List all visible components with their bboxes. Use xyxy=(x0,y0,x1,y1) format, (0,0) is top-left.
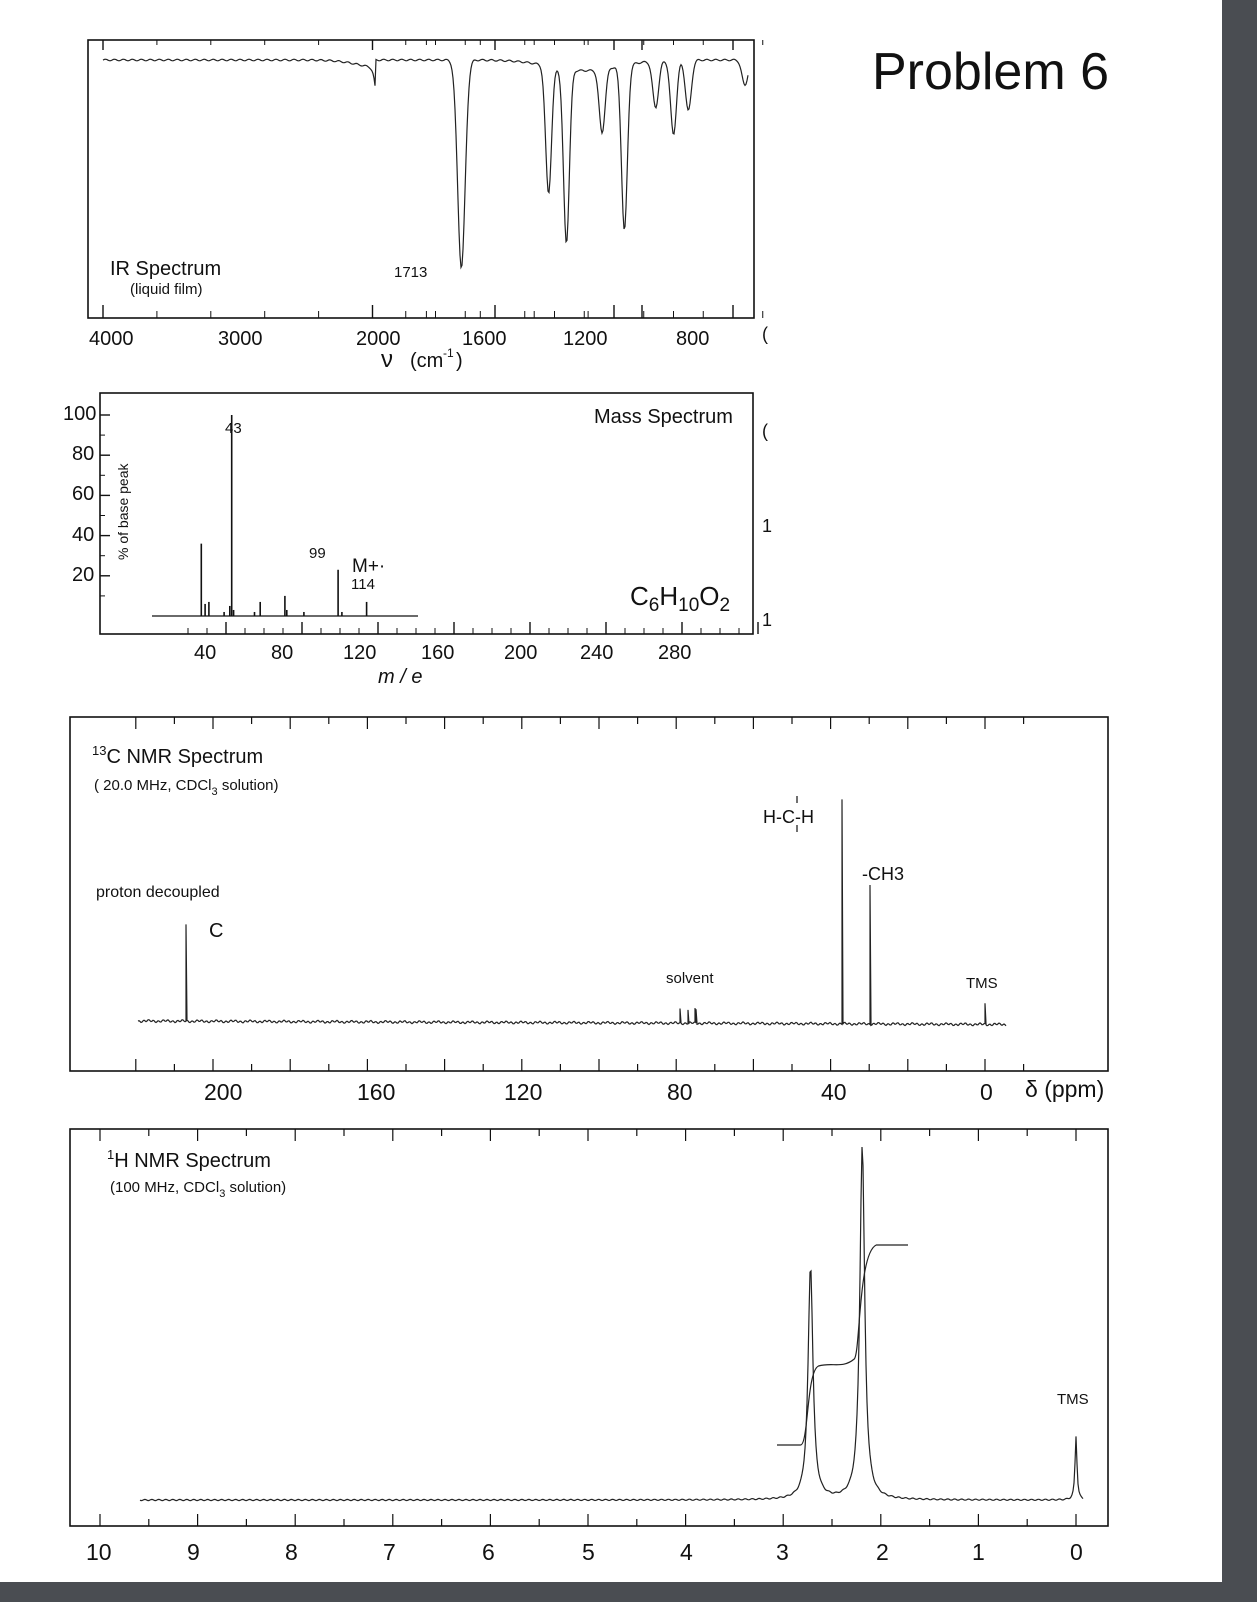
ms-ytick-label-100: 100 xyxy=(63,403,97,425)
c13-note: proton decoupled xyxy=(96,884,220,901)
h1-tick-label-7: 7 xyxy=(383,1539,396,1565)
h1-tick-label-4: 4 xyxy=(680,1539,693,1565)
c13-tick-label-200: 200 xyxy=(204,1079,243,1105)
ms-formula: $C_6H_{10}O_2$ xyxy=(630,581,731,616)
h1-tick-label-10: 10 xyxy=(86,1539,112,1565)
h1-tick-label-9: 9 xyxy=(187,1539,200,1565)
c13-tick-label-160: 160 xyxy=(357,1079,396,1105)
ms-xtick-label-40: 40 xyxy=(194,642,217,664)
c13-xlabel: δ (ppm) xyxy=(1025,1076,1105,1102)
ms-cut-label-3: 1 xyxy=(762,610,773,630)
c13-conditions: ( 20.0 MHz, CDCl$_3$ solution) xyxy=(94,777,279,798)
ms-xtick-label-80: 80 xyxy=(271,642,294,664)
ms-cut-label-2: 1 xyxy=(762,516,773,536)
h1-tick-label-5: 5 xyxy=(582,1539,595,1565)
h1-title: $^1$H NMR Spectrum xyxy=(107,1147,271,1172)
c13-label-solvent: solvent xyxy=(666,970,714,987)
ir-tick-label-800: 800 xyxy=(676,328,710,350)
h1-tick-label-6: 6 xyxy=(482,1539,495,1565)
ir-trace xyxy=(103,59,748,267)
ir-peak-label-1713: 1713 xyxy=(394,264,428,281)
ir-spectrum xyxy=(88,40,768,373)
ir-xlabel-unit: (cm xyxy=(410,350,444,372)
ms-label-99: 99 xyxy=(309,545,326,562)
h1-tick-label-8: 8 xyxy=(285,1539,298,1565)
c13-tick-label-0: 0 xyxy=(980,1079,993,1105)
ir-tick-label-3000: 3000 xyxy=(218,328,263,350)
c13-tick-label-80: 80 xyxy=(667,1079,693,1105)
c13-label-carbonyl: C xyxy=(209,920,224,942)
h1-tick-label-0: 0 xyxy=(1070,1539,1083,1565)
ir-tick-label-2000: 2000 xyxy=(356,328,401,350)
c13-frame xyxy=(70,717,1108,1071)
ir-title: IR Spectrum xyxy=(110,258,222,280)
ms-xtick-label-160: 160 xyxy=(421,642,455,664)
ms-ylabel: % of base peak xyxy=(115,463,131,560)
c13-label-ch2: H-C-H xyxy=(763,807,814,827)
ir-tick-label-1600: 1600 xyxy=(462,328,507,350)
ms-xtick-label-240: 240 xyxy=(580,642,614,664)
mass-spectrum xyxy=(63,393,772,688)
c13-label-ch3: -CH3 xyxy=(862,864,905,884)
ir-xlabel-sup: -1 xyxy=(443,346,454,360)
ms-ytick-label-20: 20 xyxy=(72,564,95,586)
c13-tick-label-120: 120 xyxy=(504,1079,543,1105)
ms-xtick-label-200: 200 xyxy=(504,642,538,664)
c13-tick-label-40: 40 xyxy=(821,1079,847,1105)
ms-xtick-label-120: 120 xyxy=(343,642,377,664)
ir-subtitle: (liquid film) xyxy=(130,281,203,298)
h1-tick-label-3: 3 xyxy=(776,1539,789,1565)
ms-peaks xyxy=(201,415,366,616)
h1-label-tms: TMS xyxy=(1057,1391,1089,1408)
c13-axis-ticks xyxy=(136,717,1024,1071)
ms-title: Mass Spectrum xyxy=(594,406,733,428)
ms-xlabel: m / e xyxy=(378,666,423,688)
ms-label-114: 114 xyxy=(351,576,375,593)
h1-tick-label-2: 2 xyxy=(876,1539,889,1565)
ir-xlabel-close: ) xyxy=(456,350,463,372)
h1-trace xyxy=(140,1147,1083,1501)
problem-title: Problem 6 xyxy=(872,43,1109,101)
ir-cut-label: ( xyxy=(762,324,768,344)
c13-label-tms: TMS xyxy=(966,975,998,992)
c13-nmr-spectrum xyxy=(70,717,1108,1105)
ms-label-43: 43 xyxy=(225,420,242,437)
h1-tick-label-1: 1 xyxy=(972,1539,985,1565)
ms-ytick-label-80: 80 xyxy=(72,443,95,465)
h1-conditions: (100 MHz, CDCl$_3$ solution) xyxy=(110,1179,287,1200)
ms-label-molecular-ion: M+· xyxy=(352,556,386,577)
ir-tick-label-4000: 4000 xyxy=(89,328,134,350)
ms-ytick-label-60: 60 xyxy=(72,483,95,505)
c13-trace xyxy=(138,799,1006,1025)
c13-title: $^{13}$C NMR Spectrum xyxy=(92,743,264,768)
ir-xlabel-nu: ν xyxy=(381,346,393,373)
ms-xtick-label-280: 280 xyxy=(658,642,692,664)
ms-ytick-label-40: 40 xyxy=(72,524,95,546)
h1-nmr-spectrum xyxy=(70,1129,1108,1565)
ms-cut-label-1: ( xyxy=(762,421,768,441)
h1-integration-curve xyxy=(777,1245,908,1445)
ir-tick-label-1200: 1200 xyxy=(563,328,608,350)
